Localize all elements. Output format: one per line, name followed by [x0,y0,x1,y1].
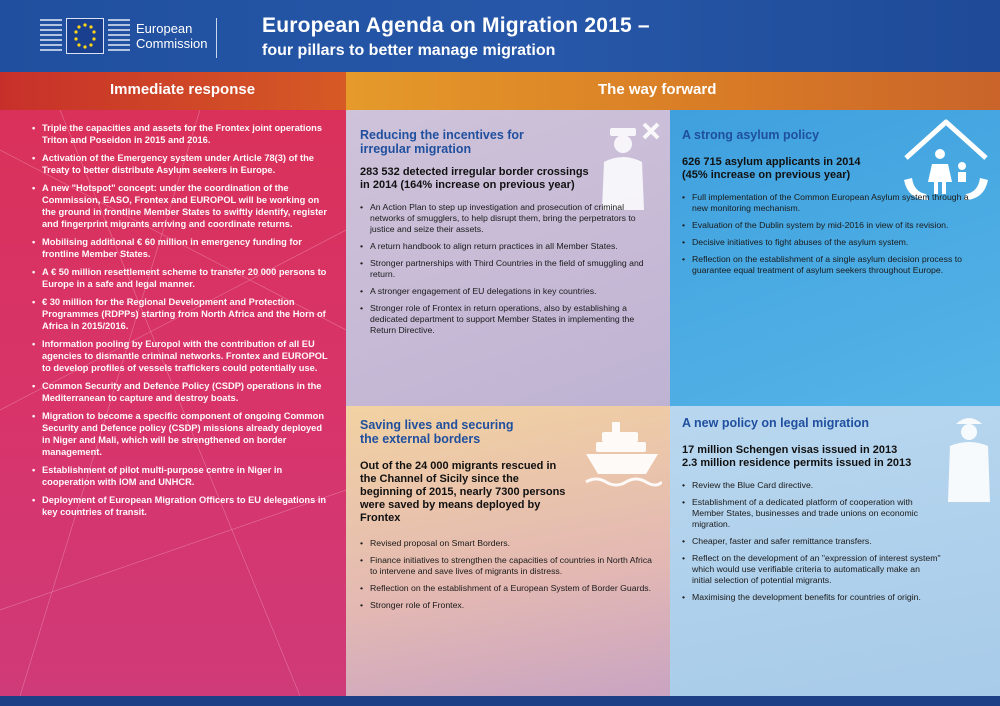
saving-lives-title-line2: the external borders [360,432,481,446]
saving-lives-stat: Out of the 24 000 migrants rescued in the Channel of Sicily since the beginning of 2015, nearly 7300 persons were saved by means deployed by Frontex [360,460,566,524]
list-item: • Reflect on the development of an "expression of interest system" which would use verifiable criteria to automatically make an initial selection of potential migrants. [682,553,942,586]
list-item: • Common Security and Defence Policy (CSDP) operations in the Mediterranean to capture and destroy boats. [32,380,332,404]
list-item: • Maximising the development benefits for countries of origin. [682,592,942,603]
immediate-response-panel [0,110,346,696]
incentives-title [360,128,524,156]
legal-migration-stat-line2: 2.3 million residence permits issued in 2013 [682,457,912,469]
incentives-list [360,202,658,342]
legal-migration-section [670,406,1000,696]
list-item: • Establishment of pilot multi-purpose centre in Niger in cooperation with IOM and UNHCR. [32,464,332,488]
list-item: • Information pooling by Europol with the contribution of all EU agencies to dismantle criminal networks. Frontex and EUROPOL to develop profiles of vessels traffickers could potentially use. [32,338,332,374]
page-subtitle: four pillars to better manage migration [262,42,556,59]
list-item: • Revised proposal on Smart Borders. [360,538,656,549]
list-item: • € 30 million for the Regional Development and Protection Programmes (RDPPs) starting from North Africa and the Horn of Africa in 2015/2016. [32,296,332,332]
incentives-stat-line1: 283 532 detected irregular border crossings [360,166,589,178]
asylum-stat-line2: (45% increase on previous year) [682,169,851,181]
family-shelter-icon [898,116,994,204]
way-forward-band [346,72,1000,110]
list-item: • Stronger role of Frontex in return operations, also by establishing a dedicated department to support Member States in implementing the Return Directive. [360,303,658,336]
list-item: • Decisive initiatives to fight abuses of the asylum system. [682,237,980,248]
list-item: • Evaluation of the Dublin system by mid-2016 in view of its revision. [682,220,980,231]
page-title: European Agenda on Migration 2015 – [262,14,650,37]
building-lines-icon [38,16,64,56]
saving-lives-title [360,418,514,446]
european-commission-logo [38,12,228,62]
asylum-section [670,110,1000,406]
list-item: • Finance initiatives to strengthen the capacities of countries in North Africa to intervene and save lives of migrants in distress. [360,555,656,577]
list-item: • Migration to become a specific component of ongoing Common Security and Defence policy (CSDP) missions already deployed in Niger and Mali, which will be strengthened on border management. [32,410,332,458]
list-item: • Review the Blue Card directive. [682,480,942,491]
legal-migration-title: A new policy on legal migration [682,416,870,430]
saving-lives-list [360,538,656,617]
asylum-stat-line1: 626 715 asylum applicants in 2014 [682,156,861,168]
eu-flag-icon [66,18,104,54]
incentives-title-line2: irregular migration [360,142,472,156]
list-item: • A return handbook to align return practices in all Member States. [360,241,658,252]
legal-migration-stat-line1: 17 million Schengen visas issued in 2013 [682,444,898,456]
legal-migration-list [682,480,942,609]
list-item: • An Action Plan to step up investigation and prosecution of criminal networks of smugglers, to help disrupt them, bring the perpetrators to justice and seize their assets. [360,202,658,235]
immediate-response-list [32,122,332,524]
building-lines-right-icon [106,16,132,56]
ship-icon [582,416,662,492]
incentives-title-line1: Reducing the incentives for [360,128,524,142]
list-item: • Stronger role of Frontex. [360,600,656,611]
immediate-response-heading: Immediate response [110,81,256,98]
logo-separator [216,18,217,58]
list-item: • Reflection on the establishment of a European System of Border Guards. [360,583,656,594]
logo-text [136,21,208,51]
list-item: • Triple the capacities and assets for the Frontex joint operations Triton and Poseidon in 2015 and 2016. [32,122,332,146]
asylum-list [682,192,980,282]
saving-lives-section [346,406,670,696]
saving-lives-title-line1: Saving lives and securing [360,418,514,432]
list-item: • Establishment of a dedicated platform of cooperation with Member States, businesses and trade unions on economic migration. [682,497,942,530]
header [0,0,1000,72]
list-item: • Full implementation of the Common European Asylum system through a new monitoring mechanism. [682,192,980,214]
incentives-stat-line2: in 2014 (164% increase on previous year) [360,179,575,191]
immediate-response-band [0,72,346,110]
asylum-stat [682,156,912,182]
incentives-stat [360,166,610,192]
bottom-bar [0,696,1000,706]
list-item: • A € 50 million resettlement scheme to transfer 20 000 persons to Europe in a safe and legal manner. [32,266,332,290]
list-item: • Stronger partnerships with Third Countries in the field of smuggling and return. [360,258,658,280]
list-item: • A new "Hotspot" concept: under the coordination of the Commission, EASO, Frontex and EUROPOL will be working on the ground in frontline Member States to swiftly identify, register and fingerprint migrants arriving and coordinate returns. [32,182,332,230]
list-item: • Cheaper, faster and safer remittance transfers. [682,536,942,547]
list-item: • Deployment of European Migration Officers to EU delegations in key countries of transit. [32,494,332,518]
asylum-title: A strong asylum policy [682,128,820,142]
list-item: • A stronger engagement of EU delegations in key countries. [360,286,658,297]
border-officer-icon [594,118,662,210]
way-forward-heading: The way forward [598,81,717,98]
list-item: • Reflection on the establishment of a single asylum decision process to guarantee equal treatment of asylum seekers throughout Europe. [682,254,980,276]
list-item: • Mobilising additional € 60 million in emergency funding for frontline Member States. [32,236,332,260]
legal-migration-stat [682,444,952,470]
logo-line2: Commission [136,36,208,51]
list-item: • Activation of the Emergency system under Article 78(3) of the Treaty to better distribute Asylum seekers in Europe. [32,152,332,176]
incentives-section [346,110,670,406]
logo-line1: European [136,21,193,36]
